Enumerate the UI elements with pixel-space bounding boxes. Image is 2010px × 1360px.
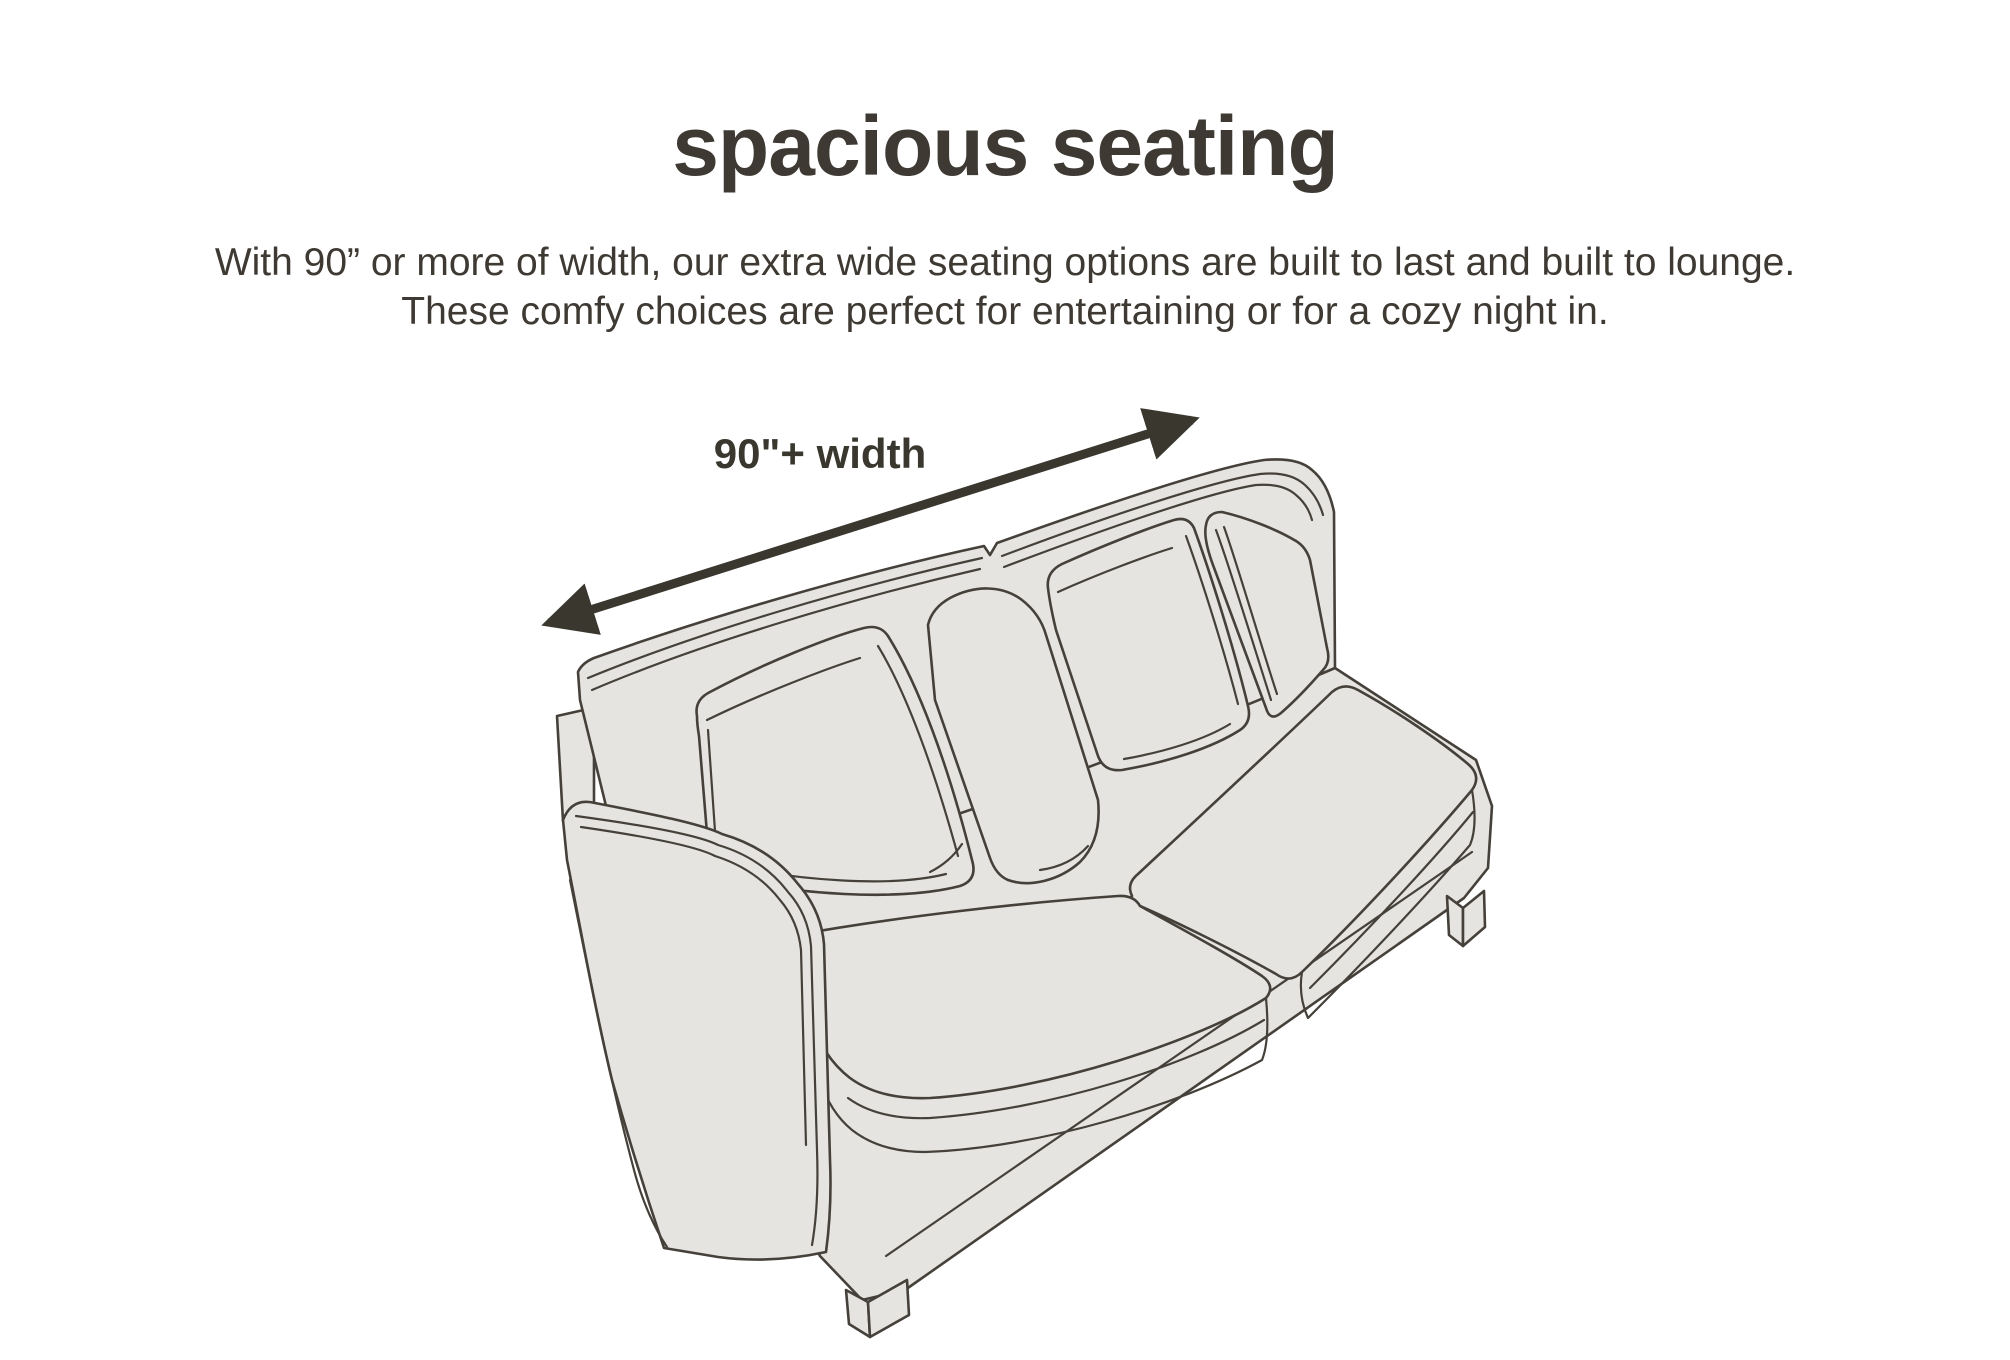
- sofa-illustration: [500, 380, 1520, 1360]
- intro-line-1: With 90” or more of width, our extra wide seating options are built to last and built to lounge.: [214, 241, 1796, 284]
- sofa: [557, 459, 1492, 1337]
- sofa-foot-right: [1447, 891, 1485, 946]
- page-title: spacious seating: [672, 99, 1338, 193]
- intro-line-2: These comfy choices are perfect for entertaining or for a cozy night in.: [401, 290, 1609, 333]
- width-dimension-label: 90"+ width: [713, 430, 927, 477]
